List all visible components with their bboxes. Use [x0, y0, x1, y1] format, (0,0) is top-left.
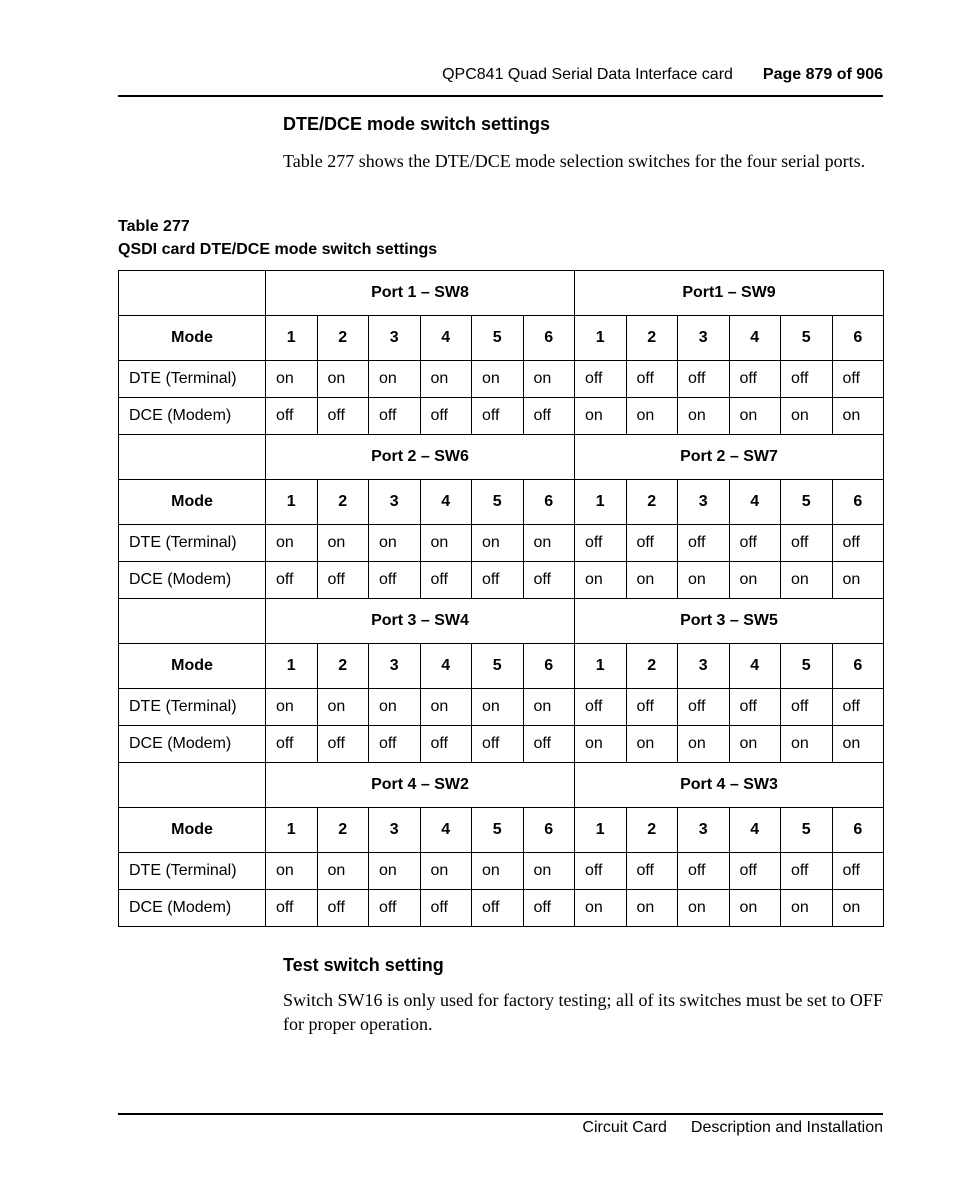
switch-number-cell: 5 [781, 808, 833, 853]
switch-value-cell: off [575, 853, 627, 890]
switch-value-cell: off [266, 890, 318, 927]
switch-settings-table [118, 270, 884, 927]
switch-value-cell: off [678, 525, 730, 562]
switch-value-cell: on [472, 361, 524, 398]
port-switch-header: Port 3 – SW5 [575, 599, 884, 644]
switch-value-cell: off [266, 398, 318, 435]
switch-value-cell: off [317, 398, 369, 435]
switch-value-cell: off [832, 689, 884, 726]
switch-value-cell: off [317, 562, 369, 599]
switch-value-cell: on [369, 525, 421, 562]
switch-value-cell: on [420, 361, 472, 398]
switch-number-cell: 3 [678, 480, 730, 525]
table-body [119, 271, 884, 927]
mode-header-cell: Mode [119, 316, 266, 361]
switch-value-cell: off [626, 361, 678, 398]
switch-value-cell: on [729, 562, 781, 599]
switch-value-cell: on [781, 398, 833, 435]
switch-value-cell: off [523, 890, 575, 927]
switch-number-cell: 6 [523, 808, 575, 853]
switch-value-cell: off [369, 726, 421, 763]
switch-value-cell: off [369, 398, 421, 435]
switch-value-cell: on [832, 562, 884, 599]
port-switch-header: Port1 – SW9 [575, 271, 884, 316]
switch-number-cell: 2 [317, 480, 369, 525]
table-row [119, 398, 884, 435]
switch-number-cell: 6 [523, 644, 575, 689]
switch-number-cell: 1 [266, 808, 318, 853]
switch-value-cell: on [832, 726, 884, 763]
footer-right: Description and Installation [690, 1119, 883, 1136]
switch-value-cell: off [729, 525, 781, 562]
switch-value-cell: on [420, 689, 472, 726]
table-row [119, 562, 884, 599]
table-number: Table 277 [118, 218, 190, 235]
switch-value-cell: off [678, 853, 730, 890]
port-header-row [119, 599, 884, 644]
port-header-row [119, 763, 884, 808]
switch-value-cell: on [832, 890, 884, 927]
mode-header-row [119, 808, 884, 853]
table-row [119, 853, 884, 890]
switch-value-cell: off [781, 689, 833, 726]
switch-value-cell: on [678, 398, 730, 435]
port-header-row [119, 271, 884, 316]
switch-value-cell: on [678, 726, 730, 763]
switch-value-cell: off [729, 361, 781, 398]
page-footer [582, 1119, 883, 1137]
section-body-test-switch: Switch SW16 is only used for factory testing; all of its switches must be set to OFF for proper operation. [283, 990, 883, 1034]
table-row [119, 361, 884, 398]
switch-number-cell: 3 [678, 644, 730, 689]
mode-header-row [119, 644, 884, 689]
mode-header-cell: Mode [119, 808, 266, 853]
switch-value-cell: on [729, 726, 781, 763]
switch-value-cell: on [266, 525, 318, 562]
switch-value-cell: on [317, 853, 369, 890]
port-switch-header: Port 3 – SW4 [266, 599, 575, 644]
switch-value-cell: off [781, 525, 833, 562]
switch-number-cell: 2 [626, 316, 678, 361]
switch-value-cell: off [420, 562, 472, 599]
switch-value-cell: off [317, 890, 369, 927]
section-heading-test-switch: Test switch setting [283, 955, 444, 975]
switch-value-cell: on [317, 689, 369, 726]
switch-value-cell: on [317, 525, 369, 562]
switch-number-cell: 4 [729, 644, 781, 689]
switch-number-cell: 2 [626, 644, 678, 689]
switch-value-cell: off [266, 562, 318, 599]
switch-value-cell: off [523, 726, 575, 763]
switch-value-cell: off [472, 726, 524, 763]
switch-number-cell: 5 [472, 316, 524, 361]
switch-value-cell: on [781, 562, 833, 599]
port-switch-header: Port 2 – SW7 [575, 435, 884, 480]
switch-number-cell: 4 [420, 480, 472, 525]
switch-number-cell: 6 [832, 480, 884, 525]
switch-value-cell: off [575, 361, 627, 398]
switch-value-cell: on [575, 726, 627, 763]
switch-value-cell: off [678, 689, 730, 726]
switch-value-cell: on [729, 398, 781, 435]
mode-header-row [119, 316, 884, 361]
switch-value-cell: off [832, 853, 884, 890]
mode-header-cell: Mode [119, 644, 266, 689]
switch-value-cell: off [369, 890, 421, 927]
switch-number-cell: 2 [317, 808, 369, 853]
switch-number-cell: 5 [472, 644, 524, 689]
switch-value-cell: off [781, 853, 833, 890]
switch-value-cell: on [626, 726, 678, 763]
switch-value-cell: on [523, 361, 575, 398]
section-body-dte-dce: Table 277 shows the DTE/DCE mode selection switches for the four serial ports. [283, 151, 866, 171]
mode-cell: DCE (Modem) [119, 562, 266, 599]
switch-value-cell: off [832, 361, 884, 398]
switch-number-cell: 4 [729, 316, 781, 361]
switch-number-cell: 1 [575, 808, 627, 853]
table-title: QSDI card DTE/DCE mode switch settings [118, 241, 438, 258]
switch-number-cell: 1 [575, 316, 627, 361]
empty-header-cell [119, 271, 266, 316]
switch-number-cell: 5 [472, 808, 524, 853]
switch-value-cell: on [472, 853, 524, 890]
switch-number-cell: 3 [369, 644, 421, 689]
switch-value-cell: off [626, 525, 678, 562]
switch-value-cell: on [266, 689, 318, 726]
switch-number-cell: 2 [626, 480, 678, 525]
mode-cell: DTE (Terminal) [119, 361, 266, 398]
switch-value-cell: on [369, 689, 421, 726]
switch-value-cell: on [472, 525, 524, 562]
switch-value-cell: on [472, 689, 524, 726]
switch-number-cell: 3 [678, 316, 730, 361]
document-title: QPC841 Quad Serial Data Interface card [442, 66, 733, 83]
switch-value-cell: off [626, 689, 678, 726]
switch-value-cell: on [781, 890, 833, 927]
switch-value-cell: on [729, 890, 781, 927]
table-caption [118, 215, 437, 261]
mode-cell: DCE (Modem) [119, 726, 266, 763]
switch-value-cell: on [523, 525, 575, 562]
switch-number-cell: 4 [420, 808, 472, 853]
empty-header-cell [119, 763, 266, 808]
switch-value-cell: on [781, 726, 833, 763]
port-switch-header: Port 4 – SW2 [266, 763, 575, 808]
switch-number-cell: 2 [317, 316, 369, 361]
table-row [119, 890, 884, 927]
page-number: Page 879 of 906 [762, 66, 883, 83]
switch-number-cell: 1 [266, 480, 318, 525]
switch-number-cell: 4 [420, 316, 472, 361]
port-switch-header: Port 4 – SW3 [575, 763, 884, 808]
switch-number-cell: 4 [420, 644, 472, 689]
switch-number-cell: 4 [729, 480, 781, 525]
section-heading-dte-dce: DTE/DCE mode switch settings [283, 114, 551, 134]
switch-value-cell: on [626, 562, 678, 599]
port-switch-header: Port 2 – SW6 [266, 435, 575, 480]
switch-number-cell: 3 [678, 808, 730, 853]
switch-number-cell: 2 [317, 644, 369, 689]
switch-number-cell: 6 [832, 644, 884, 689]
switch-value-cell: off [317, 726, 369, 763]
switch-value-cell: off [420, 726, 472, 763]
switch-number-cell: 1 [575, 480, 627, 525]
switch-value-cell: off [472, 890, 524, 927]
switch-value-cell: on [626, 890, 678, 927]
switch-number-cell: 3 [369, 480, 421, 525]
switch-value-cell: off [472, 398, 524, 435]
switch-value-cell: on [266, 853, 318, 890]
switch-number-cell: 6 [523, 316, 575, 361]
switch-value-cell: on [420, 525, 472, 562]
switch-value-cell: on [575, 562, 627, 599]
switch-number-cell: 5 [781, 316, 833, 361]
switch-value-cell: on [266, 361, 318, 398]
switch-value-cell: off [729, 853, 781, 890]
switch-number-cell: 6 [523, 480, 575, 525]
empty-header-cell [119, 599, 266, 644]
header-rule [118, 95, 883, 97]
switch-number-cell: 5 [472, 480, 524, 525]
footer-rule [118, 1113, 883, 1115]
switch-value-cell: off [575, 689, 627, 726]
switch-value-cell: off [575, 525, 627, 562]
switch-number-cell: 4 [729, 808, 781, 853]
footer-left: Circuit Card [582, 1119, 667, 1136]
switch-number-cell: 6 [832, 808, 884, 853]
switch-number-cell: 2 [626, 808, 678, 853]
switch-value-cell: off [832, 525, 884, 562]
page-header [442, 66, 883, 84]
empty-header-cell [119, 435, 266, 480]
mode-cell: DCE (Modem) [119, 890, 266, 927]
switch-value-cell: on [523, 853, 575, 890]
switch-number-cell: 1 [266, 316, 318, 361]
port-switch-header: Port 1 – SW8 [266, 271, 575, 316]
switch-value-cell: off [369, 562, 421, 599]
switch-value-cell: off [523, 398, 575, 435]
switch-value-cell: off [472, 562, 524, 599]
switch-value-cell: on [678, 562, 730, 599]
switch-value-cell: off [420, 398, 472, 435]
switch-value-cell: off [266, 726, 318, 763]
switch-value-cell: on [523, 689, 575, 726]
switch-value-cell: off [626, 853, 678, 890]
mode-header-cell: Mode [119, 480, 266, 525]
table-row [119, 689, 884, 726]
switch-value-cell: on [678, 890, 730, 927]
switch-value-cell: on [369, 853, 421, 890]
table-row [119, 726, 884, 763]
switch-value-cell: off [678, 361, 730, 398]
switch-value-cell: off [420, 890, 472, 927]
mode-cell: DTE (Terminal) [119, 853, 266, 890]
switch-value-cell: on [832, 398, 884, 435]
switch-number-cell: 5 [781, 644, 833, 689]
switch-value-cell: off [781, 361, 833, 398]
mode-cell: DCE (Modem) [119, 398, 266, 435]
switch-value-cell: on [317, 361, 369, 398]
switch-number-cell: 3 [369, 808, 421, 853]
mode-header-row [119, 480, 884, 525]
switch-number-cell: 1 [266, 644, 318, 689]
switch-value-cell: on [575, 890, 627, 927]
switch-number-cell: 3 [369, 316, 421, 361]
switch-value-cell: on [420, 853, 472, 890]
port-header-row [119, 435, 884, 480]
switch-value-cell: on [626, 398, 678, 435]
switch-number-cell: 1 [575, 644, 627, 689]
table-row [119, 525, 884, 562]
switch-number-cell: 6 [832, 316, 884, 361]
switch-value-cell: off [729, 689, 781, 726]
mode-cell: DTE (Terminal) [119, 525, 266, 562]
switch-value-cell: off [523, 562, 575, 599]
switch-value-cell: on [369, 361, 421, 398]
mode-cell: DTE (Terminal) [119, 689, 266, 726]
switch-number-cell: 5 [781, 480, 833, 525]
switch-value-cell: on [575, 398, 627, 435]
